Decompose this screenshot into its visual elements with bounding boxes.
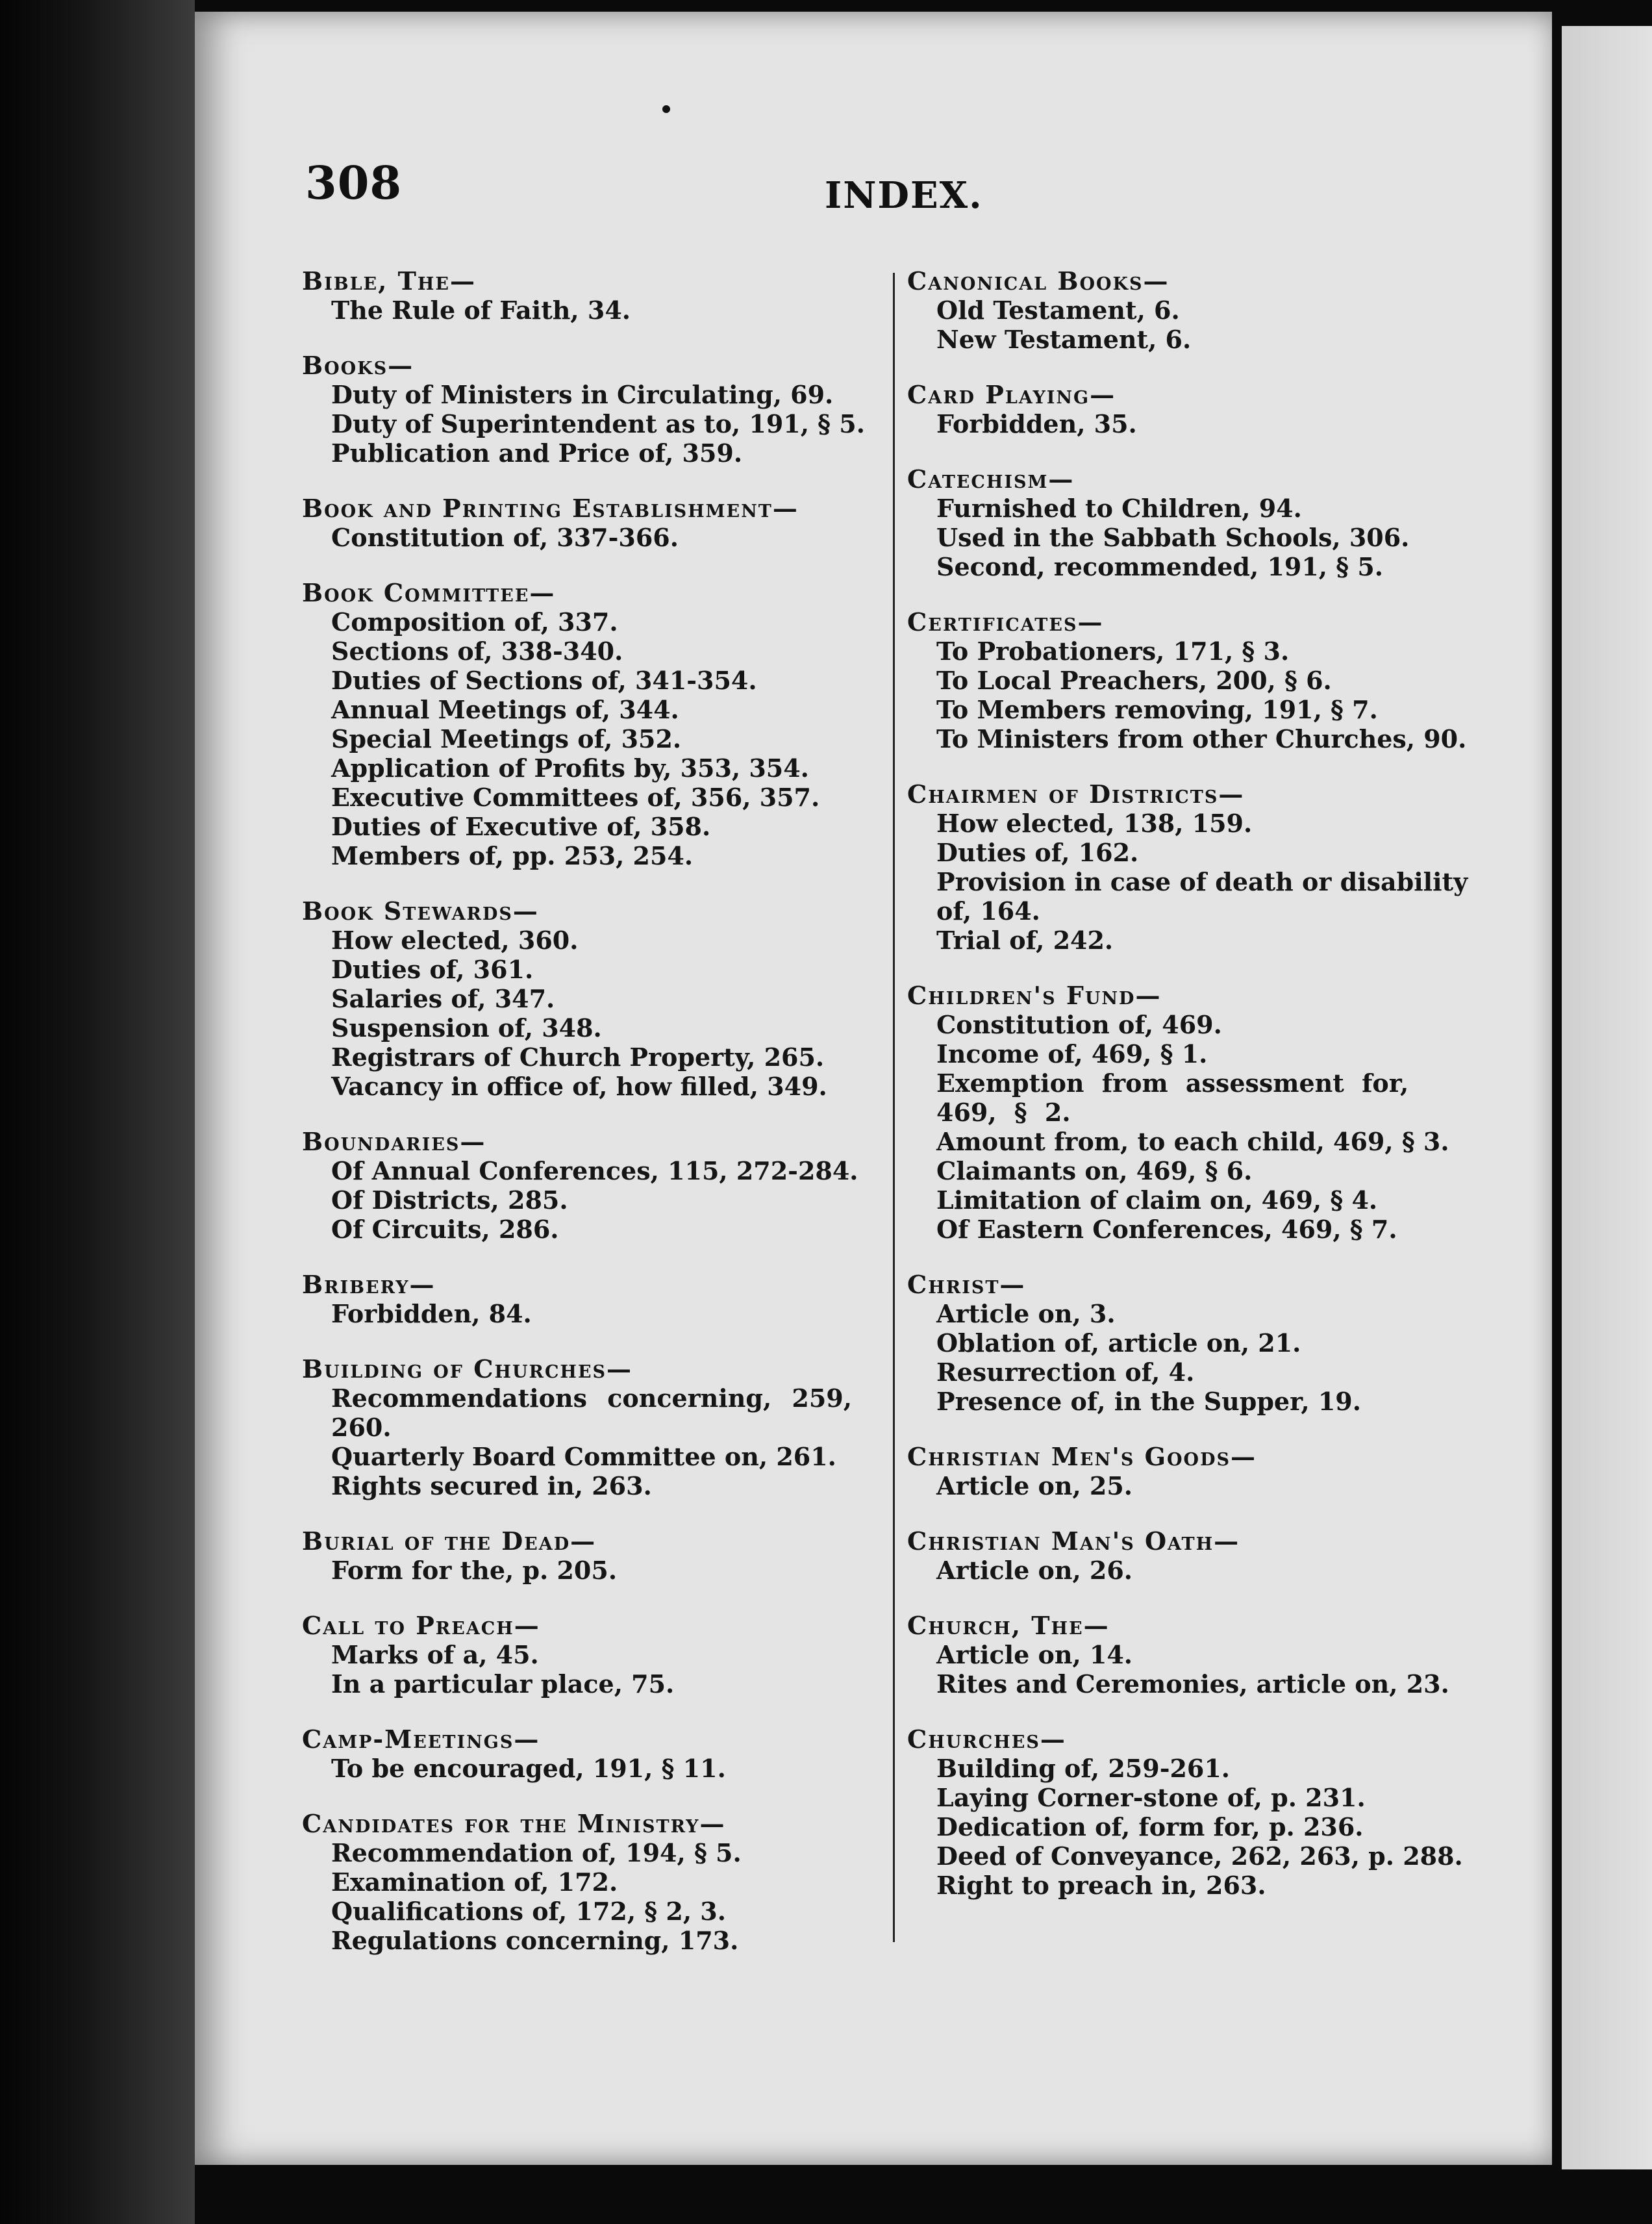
entry-heading: Call to Preach— [302,1611,540,1640]
entry-item: Claimants on, 469, § 6. [936,1156,1253,1185]
entry-item: Dedication of, form for, p. 236. [936,1812,1364,1841]
index-entry [907,1725,1518,1900]
index-entry [907,607,1518,753]
entry-heading: Churches— [907,1725,1066,1754]
index-entry [907,1442,1518,1500]
entry-item: Application of Profits by, 353, 354. [331,753,809,783]
entry-item: Second, recommended, 191, § 5. [936,552,1383,581]
entry-heading: Boundaries— [302,1127,486,1156]
ink-dot [662,105,670,113]
entry-item: Amount from, to each child, 469, § 3. [936,1127,1449,1156]
entry-item: Income of, 469, § 1. [936,1039,1208,1068]
index-entry [907,266,1518,354]
index-entry [302,1611,886,1699]
entry-heading: Camp-Meetings— [302,1725,540,1754]
entry-item: Building of, 259-261. [936,1754,1231,1783]
entry-item: Members of, pp. 253, 254. [331,841,694,870]
entry-item: Sections of, 338-340. [331,637,623,666]
entry-item: Duty of Ministers in Circulating, 69. [331,380,834,409]
entry-heading: Candidates for the Ministry— [302,1809,726,1838]
index-entry [907,464,1518,581]
entry-heading: Book and Printing Establishment— [302,494,799,523]
entry-item: Old Testament, 6. [936,296,1180,325]
entry-heading: Certificates— [907,607,1104,637]
entry-item: How elected, 138, 159. [936,809,1253,838]
entry-item: Deed of Conveyance, 262, 263, p. 288. [936,1841,1463,1871]
index-entry [302,1354,886,1500]
entry-item: In a particular place, 75. [331,1669,675,1699]
index-entry [302,266,886,325]
entry-item: Special Meetings of, 352. [331,724,682,753]
entry-item: Executive Committees of, 356, 357. [331,783,820,812]
entry-heading: Chairmen of Districts— [907,779,1245,809]
entry-item: Article on, 3. [936,1299,1116,1328]
entry-item: Marks of a, 45. [331,1640,539,1669]
entry-item: Salaries of, 347. [331,984,555,1013]
entry-item: Examination of, 172. [331,1867,618,1897]
entry-heading: Book Stewards— [302,896,539,926]
entry-item: Of Circuits, 286. [331,1215,559,1244]
entry-heading: Children's Fund— [907,981,1162,1010]
right-column [907,266,1518,1926]
column-divider [893,273,895,1942]
entry-item: Trial of, 242. [936,926,1114,955]
entry-item: Duties of, 361. [331,955,534,984]
entry-item: Duties of, 162. [936,838,1139,867]
index-entry [907,779,1518,955]
entry-item: Registrars of Church Property, 265. [331,1042,825,1072]
entry-item: To Probationers, 171, § 3. [936,637,1290,666]
entry-item: Of Districts, 285. [331,1185,568,1215]
entry-heading: Burial of the Dead— [302,1526,597,1556]
entry-heading: Christian Man's Oath— [907,1526,1240,1556]
entry-item: New Testament, 6. [936,325,1192,354]
left-column [302,266,886,1981]
entry-heading: Books— [302,351,414,380]
index-entry [302,351,886,468]
index-entry [302,1526,886,1585]
entry-item: Resurrection of, 4. [936,1358,1195,1387]
entry-item: Constitution of, 337-366. [331,523,679,552]
index-entry [302,1725,886,1783]
entry-item: Annual Meetings of, 344. [331,695,679,724]
entry-item: Oblation of, article on, 21. [936,1328,1301,1358]
entry-item: To be encouraged, 191, § 11. [331,1754,726,1783]
index-entry [907,981,1518,1244]
entry-item: Article on, 14. [936,1640,1133,1669]
entry-item: To Local Preachers, 200, § 6. [936,666,1332,695]
entry-item: Quarterly Board Committee on, 261. [331,1442,836,1471]
entry-heading: Canonical Books— [907,266,1170,296]
entry-item: Provision in case of death or disability of, 164. [936,867,1468,926]
entry-heading: Bible, The— [302,266,476,296]
entry-item: Article on, 26. [936,1556,1133,1585]
entry-item: Composition of, 337. [331,607,618,637]
index-entry [907,1270,1518,1416]
entry-item: Form for the, p. 205. [331,1556,618,1585]
entry-item: Used in the Sabbath Schools, 306. [936,523,1410,552]
entry-item: Duties of Executive of, 358. [331,812,711,841]
index-entry [907,1526,1518,1585]
book-spine [0,0,195,2224]
index-entry [302,1809,886,1955]
entry-item: Article on, 25. [936,1471,1133,1500]
entry-item: To Members removing, 191, § 7. [936,695,1378,724]
entry-heading: Christ— [907,1270,1026,1299]
entry-item: Of Annual Conferences, 115, 272-284. [331,1156,858,1185]
entry-item: Qualifications of, 172, § 2, 3. [331,1897,726,1926]
entry-item: Suspension of, 348. [331,1013,602,1042]
entry-item: Duty of Superintendent as to, 191, § 5. [331,409,865,438]
entry-item: Limitation of claim on, 469, § 4. [936,1185,1378,1215]
entry-item: Furnished to Children, 94. [936,494,1302,523]
entry-item: Laying Corner-stone of, p. 231. [936,1783,1366,1812]
entry-heading: Church, The— [907,1611,1110,1640]
entry-heading: Card Playing— [907,380,1116,409]
index-entry [907,1611,1518,1699]
entry-item: Forbidden, 35. [936,409,1137,438]
index-entry [302,1270,886,1328]
index-entry [302,494,886,552]
entry-item: Recommendation of, 194, § 5. [331,1838,742,1867]
entry-item: How elected, 360. [331,926,579,955]
index-entry [302,578,886,870]
entry-item: Duties of Sections of, 341-354. [331,666,757,695]
entry-item: Vacancy in office of, how filled, 349. [331,1072,827,1101]
index-entry [302,896,886,1101]
entry-item: Rites and Ceremonies, article on, 23. [936,1669,1449,1699]
entry-item: Forbidden, 84. [331,1299,532,1328]
entry-item: Recommendations concerning, 259, 260. [331,1384,852,1442]
index-entry [907,380,1518,438]
entry-item: Of Eastern Conferences, 469, § 7. [936,1215,1397,1244]
entry-heading: Catechism— [907,464,1075,494]
entry-item: Regulations concerning, 173. [331,1926,739,1955]
page-title: INDEX. [825,174,983,217]
index-entry [302,1127,886,1244]
entry-item: To Ministers from other Churches, 90. [936,724,1467,753]
entry-heading: Christian Men's Goods— [907,1442,1257,1471]
entry-item: Presence of, in the Supper, 19. [936,1387,1361,1416]
entry-item: Exemption from assessment for, 469, § 2. [936,1068,1409,1127]
entry-item: Rights secured in, 263. [331,1471,652,1500]
entry-item: Publication and Price of, 359. [331,438,743,468]
entry-heading: Book Committee— [302,578,556,607]
entry-item: Right to preach in, 263. [936,1871,1266,1900]
page-number: 308 [305,156,403,210]
entry-item: The Rule of Faith, 34. [331,296,631,325]
entry-heading: Building of Churches— [302,1354,633,1384]
adjacent-page-edge [1562,26,1652,2169]
entry-item: Constitution of, 469. [936,1010,1222,1039]
page-gap [1552,0,1562,2224]
entry-heading: Bribery— [302,1270,436,1299]
